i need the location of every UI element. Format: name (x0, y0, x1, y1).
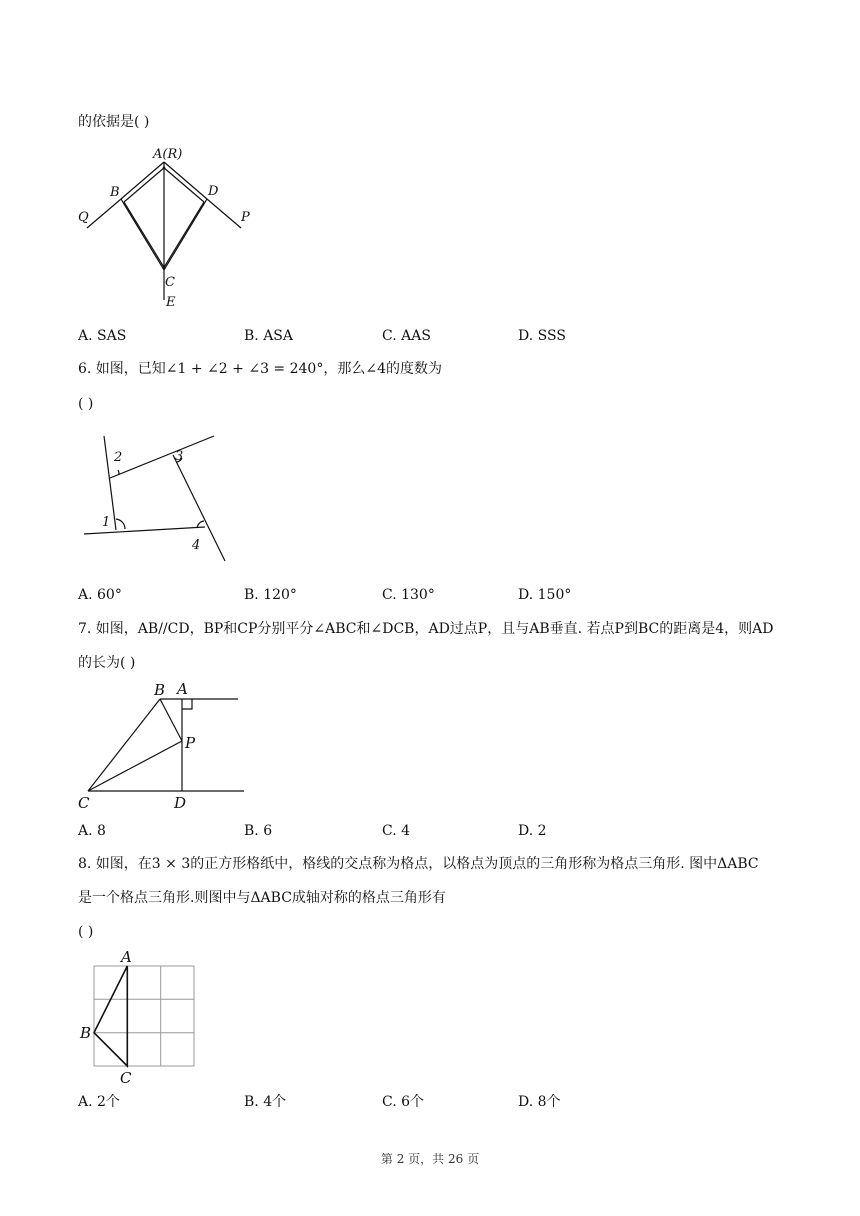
q6-option-d[interactable]: D. 150° (518, 587, 572, 603)
q7-label-p: P (185, 734, 196, 752)
q6-option-a[interactable]: A. 60° (78, 587, 122, 603)
q7-stem-line2: 的长为( ) (78, 655, 136, 671)
q6-angle-4: 4 (192, 538, 201, 553)
q5-label-c: C (165, 275, 175, 290)
q7-label-b: B (154, 681, 166, 699)
q5-label-e: E (166, 295, 176, 310)
q7-stem-line1: 7. 如图，AB//CD，BP和CP分别平分∠ABC和∠DCB，AD过点P，且与AB垂直. 若点P到BC的距离是4，则AD (78, 621, 774, 637)
q8-label-a: A (121, 948, 132, 966)
q5-label-p: P (241, 210, 250, 225)
q5-figure (74, 142, 264, 312)
q7-option-b[interactable]: B. 6 (244, 823, 273, 839)
q8-stem-line1: 8. 如图，在3 × 3的正方形格纸中，格线的交点称为格点，以格点为顶点的三角形称为格点三角形. 图中ΔABC (78, 856, 759, 872)
q6-figure (80, 428, 240, 568)
q7-figure (74, 680, 254, 812)
q6-option-b[interactable]: B. 120° (244, 587, 297, 603)
q8-paren: ( ) (78, 924, 94, 940)
q6-paren: ( ) (78, 396, 94, 412)
q7-label-a: A (177, 680, 188, 698)
q8-stem-line2: 是一个格点三角形.则图中与ΔABC成轴对称的格点三角形有 (78, 890, 446, 906)
q5-option-c[interactable]: C. AAS (382, 328, 431, 344)
q7-label-c: C (78, 794, 90, 812)
q8-option-d[interactable]: D. 8个 (518, 1094, 561, 1110)
q7-option-c[interactable]: C. 4 (382, 823, 411, 839)
q7-label-d: D (174, 794, 187, 812)
q6-angle-2: 2 (114, 450, 123, 465)
q5-label-b: B (110, 185, 120, 200)
q6-stem: 6. 如图，已知∠1 + ∠2 + ∠3 = 240°，那么∠4的度数为 (78, 361, 442, 377)
q8-label-b: B (80, 1024, 92, 1042)
q8-option-c[interactable]: C. 6个 (382, 1094, 425, 1110)
page-footer: 第 2 页，共 26 页 (380, 1152, 480, 1166)
q8-option-b[interactable]: B. 4个 (244, 1094, 287, 1110)
q6-angle-3: 3 (175, 449, 184, 464)
q7-option-d[interactable]: D. 2 (518, 823, 547, 839)
q8-option-a[interactable]: A. 2个 (78, 1094, 120, 1110)
q5-label-d: D (208, 184, 219, 199)
q5-stem-tail: 的依据是( ) (78, 114, 150, 130)
q5-option-d[interactable]: D. SSS (518, 328, 566, 344)
q6-option-c[interactable]: C. 130° (382, 587, 435, 603)
q5-option-a[interactable]: A. SAS (78, 328, 127, 344)
q8-label-c: C (120, 1069, 132, 1086)
q5-option-b[interactable]: B. ASA (244, 328, 293, 344)
q5-label-a: A(R) (153, 147, 183, 162)
q5-label-q: Q (78, 210, 89, 225)
q8-figure (76, 946, 202, 1086)
q6-angle-1: 1 (102, 515, 111, 530)
q7-option-a[interactable]: A. 8 (78, 823, 106, 839)
